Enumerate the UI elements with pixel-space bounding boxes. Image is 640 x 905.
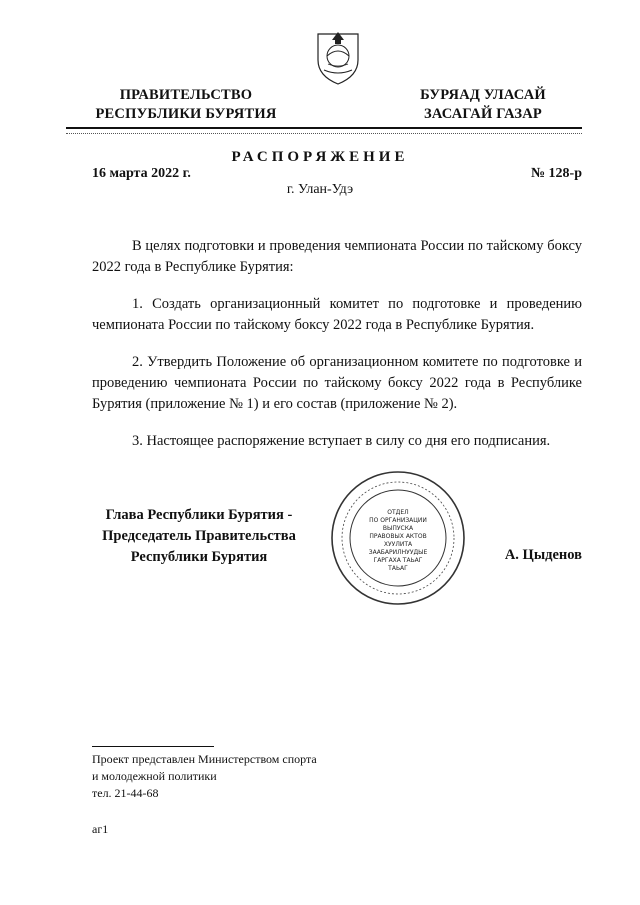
footer-line1: Проект представлен Министерством спорта: [92, 752, 317, 766]
signatory-name: А. Цыденов: [504, 547, 582, 563]
body-paragraph-intro: В целях подготовки и проведения чемпионата России по тайскому боксу 2022 года в Республике Бурятия:: [92, 238, 582, 275]
footer-reference: аг1: [92, 822, 109, 836]
stamp-line7: ГАРГАХА ТАЬАГ: [373, 557, 423, 564]
official-stamp: [330, 470, 466, 606]
signatory-title-line1: Глава Республики Бурятия -: [105, 507, 293, 523]
stamp-line5: ХУУЛИТА: [383, 541, 413, 548]
document-city: г. Улан-Удэ: [286, 182, 354, 197]
body-paragraph-3: 3. Настоящее распоряжение вступает в силу со дня его подписания.: [132, 433, 551, 449]
stamp-line1: ОТДЕЛ: [387, 509, 409, 516]
signatory-title: [70, 505, 328, 568]
header-right-line1: БУРЯАД УЛАСАЙ: [420, 87, 546, 103]
signatory-title-line3: Республики Бурятия: [130, 549, 268, 565]
header-divider: [66, 127, 582, 129]
document-number: № 128-р: [530, 166, 582, 181]
header-right-line2: ЗАСАГАЙ ГАЗАР: [424, 106, 542, 122]
footer-divider: [92, 746, 214, 747]
signatory-title-line2: Председатель Правительства: [102, 528, 296, 544]
header-left-line2: РЕСПУБЛИКИ БУРЯТИЯ: [95, 106, 277, 122]
header-left-line1: ПРАВИТЕЛЬСТВО: [119, 87, 253, 103]
stamp-line6: ЗААБАРИЛНУУДЫЕ: [368, 549, 428, 556]
stamp-line2: ПО ОРГАНИЗАЦИИ: [369, 517, 427, 524]
header-right: [408, 86, 558, 124]
document-type: РАСПОРЯЖЕНИЕ: [231, 149, 409, 165]
stamp-line3: ВЫПУСКА: [382, 525, 414, 532]
header-left: [86, 86, 286, 124]
footer-line2: и молодежной политики: [92, 769, 217, 783]
body-paragraph-1: 1. Создать организационный комитет по подготовке и проведению чемпионата России по тайскому боксу 2022 года в Республике Бурятия.: [92, 296, 582, 333]
header-divider-dotted: [66, 133, 582, 134]
stamp-line4: ПРАВОВЫХ АКТОВ: [369, 533, 427, 540]
coat-of-arms-icon: [314, 26, 362, 86]
footer-phone: тел. 21-44-68: [92, 786, 159, 800]
document-date: 16 марта 2022 г.: [92, 166, 191, 181]
body-paragraph-2: 2. Утвердить Положение об организационном комитете по подготовке и проведению чемпионата России по тайскому боксу 2022 года в Республике Бурятия (приложение № 1) и его состав (приложение № 2).: [92, 354, 582, 412]
stamp-line8: ТАЬАГ: [388, 565, 408, 572]
